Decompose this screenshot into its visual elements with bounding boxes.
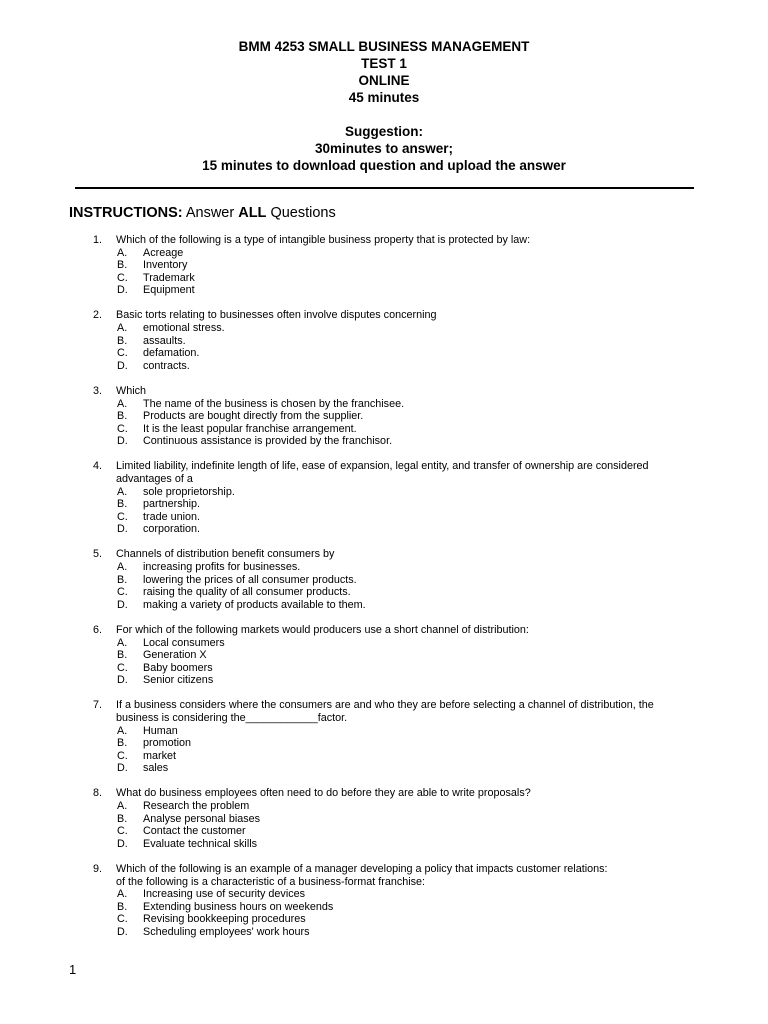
option-letter: D. bbox=[117, 674, 128, 687]
option-text: Acreage bbox=[143, 246, 184, 259]
answer-option bbox=[117, 498, 703, 511]
option-text: emotional stress. bbox=[143, 322, 225, 335]
option-letter: A. bbox=[117, 561, 128, 574]
option-text: Senior citizens bbox=[143, 674, 214, 687]
answer-option bbox=[117, 486, 703, 499]
option-letter: A. bbox=[117, 636, 128, 649]
answer-option bbox=[117, 800, 703, 813]
option-letter: C. bbox=[117, 422, 128, 435]
option-text: Baby boomers bbox=[143, 661, 213, 674]
option-text: Evaluate technical skills bbox=[143, 837, 258, 850]
option-letter: C. bbox=[117, 661, 128, 674]
option-letter: D. bbox=[117, 359, 128, 372]
question-stem bbox=[93, 863, 703, 876]
option-letter: A. bbox=[117, 397, 128, 410]
question-number: 5. bbox=[93, 548, 103, 561]
option-text: Revising bookkeeping procedures bbox=[143, 913, 306, 926]
option-text: Analyse personal biases bbox=[143, 812, 261, 825]
answer-option bbox=[117, 913, 703, 926]
question-item bbox=[93, 863, 703, 939]
instructions bbox=[69, 205, 336, 221]
question-text: For which of the following markets would producers use a short channel of distribution: bbox=[116, 623, 529, 636]
question-text: Basic torts relating to businesses often involve disputes concerning bbox=[116, 309, 437, 322]
answer-option bbox=[117, 347, 703, 360]
option-text: Trademark bbox=[143, 271, 195, 284]
question-text: What do business employees often need to do before they are able to write proposals? bbox=[116, 787, 531, 800]
answer-option bbox=[117, 750, 703, 763]
option-letter: B. bbox=[117, 737, 128, 750]
option-letter: B. bbox=[117, 334, 128, 347]
option-text: defamation. bbox=[143, 347, 200, 360]
test-mode: ONLINE bbox=[358, 73, 410, 88]
option-letter: C. bbox=[117, 825, 128, 838]
option-text: contracts. bbox=[143, 359, 190, 372]
suggestion-line-1: 30minutes to answer; bbox=[314, 141, 454, 156]
answer-option bbox=[117, 284, 703, 297]
option-text: Products are bought directly from the supplier. bbox=[143, 410, 364, 423]
option-letter: A. bbox=[117, 485, 128, 498]
option-text: sole proprietorship. bbox=[143, 485, 235, 498]
option-text: Extending business hours on weekends bbox=[143, 900, 334, 913]
option-text: Increasing use of security devices bbox=[143, 888, 306, 901]
answer-option bbox=[117, 888, 703, 901]
answer-option bbox=[117, 926, 703, 939]
instructions-text-pre: Answer bbox=[185, 205, 235, 221]
document-header bbox=[0, 38, 768, 174]
question-item bbox=[93, 787, 703, 850]
question-text-continuation: advantages of a bbox=[116, 473, 193, 485]
question-text: Which bbox=[116, 384, 146, 397]
option-letter: A. bbox=[117, 322, 128, 335]
answer-option bbox=[117, 410, 703, 423]
option-letter: D. bbox=[117, 435, 128, 448]
suggestion-title: Suggestion: bbox=[345, 124, 423, 139]
question-number: 2. bbox=[93, 309, 103, 322]
option-letter: A. bbox=[117, 888, 128, 901]
question-stem bbox=[93, 624, 703, 637]
instructions-text-post: Questions bbox=[270, 205, 336, 221]
question-stem bbox=[93, 309, 703, 322]
question-text: If a business considers where the consumers are and who they are before selecting a channel of distribution, the bbox=[116, 699, 654, 712]
answer-option bbox=[117, 523, 703, 536]
option-text: Human bbox=[143, 724, 178, 737]
question-item bbox=[93, 385, 703, 448]
answer-option bbox=[117, 335, 703, 348]
answer-option bbox=[117, 662, 703, 675]
question-number: 7. bbox=[93, 699, 103, 712]
option-letter: C. bbox=[117, 347, 128, 360]
answer-option bbox=[117, 423, 703, 436]
question-list bbox=[93, 234, 703, 951]
option-letter: B. bbox=[117, 410, 128, 423]
answer-option bbox=[117, 398, 703, 411]
answer-option bbox=[117, 725, 703, 738]
answer-option bbox=[117, 813, 703, 826]
option-letter: B. bbox=[117, 573, 128, 586]
option-letter: B. bbox=[117, 812, 128, 825]
answer-option bbox=[117, 435, 703, 448]
option-letter: A. bbox=[117, 800, 128, 813]
option-letter: D. bbox=[117, 598, 128, 611]
question-text: Which of the following is a type of intangible business property that is protected by law: bbox=[116, 234, 531, 246]
answer-option bbox=[117, 511, 703, 524]
answer-option bbox=[117, 762, 703, 775]
answer-option bbox=[117, 838, 703, 851]
option-letter: D. bbox=[117, 762, 128, 775]
question-item bbox=[93, 548, 703, 611]
test-duration: 45 minutes bbox=[348, 90, 420, 105]
answer-option bbox=[117, 586, 703, 599]
option-letter: D. bbox=[117, 925, 128, 938]
question-stem bbox=[93, 787, 703, 800]
option-letter: D. bbox=[117, 523, 128, 536]
course-title: BMM 4253 SMALL BUSINESS MANAGEMENT bbox=[238, 39, 530, 54]
answer-option bbox=[117, 649, 703, 662]
option-letter: D. bbox=[117, 837, 128, 850]
question-stem bbox=[93, 385, 703, 398]
answer-option bbox=[117, 272, 703, 285]
option-letter: B. bbox=[117, 498, 128, 511]
option-letter: A. bbox=[117, 246, 128, 259]
question-number: 9. bbox=[93, 862, 103, 875]
answer-option bbox=[117, 825, 703, 838]
option-text: The name of the business is chosen by the franchisee. bbox=[143, 397, 405, 410]
question-number: 1. bbox=[93, 234, 103, 246]
option-letter: D. bbox=[117, 284, 128, 297]
option-text: making a variety of products available to them. bbox=[143, 598, 366, 611]
answer-option bbox=[117, 901, 703, 914]
option-text: raising the quality of all consumer products. bbox=[143, 586, 351, 599]
answer-option bbox=[117, 637, 703, 650]
question-number: 3. bbox=[93, 384, 103, 397]
question-item bbox=[93, 699, 703, 775]
option-text: partnership. bbox=[143, 498, 201, 511]
question-text: Limited liability, indefinite length of life, ease of expansion, legal entity, and transfer of ownership are considered bbox=[116, 460, 649, 473]
instructions-text-bold: ALL bbox=[238, 205, 267, 221]
page-number: 1 bbox=[69, 962, 77, 977]
option-text: promotion bbox=[143, 737, 192, 750]
question-number: 8. bbox=[93, 787, 103, 800]
answer-option bbox=[117, 322, 703, 335]
option-letter: B. bbox=[117, 259, 128, 272]
answer-option bbox=[117, 561, 703, 574]
question-item bbox=[93, 309, 703, 372]
option-letter: C. bbox=[117, 749, 128, 762]
option-text: sales bbox=[143, 762, 169, 775]
question-stem bbox=[93, 234, 703, 247]
option-text: Continuous assistance is provided by the franchisor. bbox=[143, 435, 393, 448]
option-letter: A. bbox=[117, 724, 128, 737]
question-text: Which of the following is an example of a manager developing a policy that impacts customer relations: bbox=[116, 862, 608, 875]
answer-option bbox=[117, 574, 703, 587]
option-text: trade union. bbox=[143, 510, 201, 523]
question-item bbox=[93, 234, 703, 297]
option-text: Local consumers bbox=[143, 636, 225, 649]
option-text: Scheduling employees' work hours bbox=[143, 925, 310, 938]
question-text: Channels of distribution benefit consumers by bbox=[116, 548, 335, 561]
option-text: corporation. bbox=[143, 523, 201, 536]
option-text: Contact the customer bbox=[143, 825, 246, 838]
answer-option bbox=[117, 247, 703, 260]
question-stem bbox=[93, 460, 703, 473]
answer-option bbox=[117, 674, 703, 687]
question-text-continuation: of the following is a characteristic of a business-format franchise: bbox=[116, 875, 426, 888]
option-letter: B. bbox=[117, 900, 128, 913]
question-number: 6. bbox=[93, 623, 103, 636]
option-text: market bbox=[143, 749, 176, 762]
option-text: It is the least popular franchise arrangement. bbox=[143, 422, 357, 435]
answer-option bbox=[117, 599, 703, 612]
option-text: increasing profits for businesses. bbox=[143, 561, 301, 574]
instructions-label: INSTRUCTIONS: bbox=[69, 205, 183, 221]
option-letter: C. bbox=[117, 510, 128, 523]
question-stem bbox=[93, 548, 703, 561]
option-text: Inventory bbox=[143, 259, 188, 272]
answer-option bbox=[117, 737, 703, 750]
option-text: Equipment bbox=[143, 284, 195, 297]
suggestion-line-2: 15 minutes to download question and upload the answer bbox=[202, 158, 566, 173]
header-divider bbox=[75, 187, 694, 189]
option-letter: C. bbox=[117, 913, 128, 926]
answer-option bbox=[117, 259, 703, 272]
option-letter: B. bbox=[117, 649, 128, 662]
question-text-continuation: business is considering the____________factor. bbox=[116, 712, 348, 724]
option-text: Generation X bbox=[143, 649, 207, 662]
option-text: lowering the prices of all consumer products. bbox=[143, 573, 357, 586]
answer-option bbox=[117, 360, 703, 373]
question-item bbox=[93, 460, 703, 536]
option-text: assaults. bbox=[143, 334, 186, 347]
option-text: Research the problem bbox=[143, 800, 250, 813]
option-letter: C. bbox=[117, 271, 128, 284]
option-letter: C. bbox=[117, 586, 128, 599]
test-title: TEST 1 bbox=[361, 56, 407, 71]
question-item bbox=[93, 624, 703, 687]
question-number: 4. bbox=[93, 460, 103, 473]
question-stem bbox=[93, 699, 703, 712]
